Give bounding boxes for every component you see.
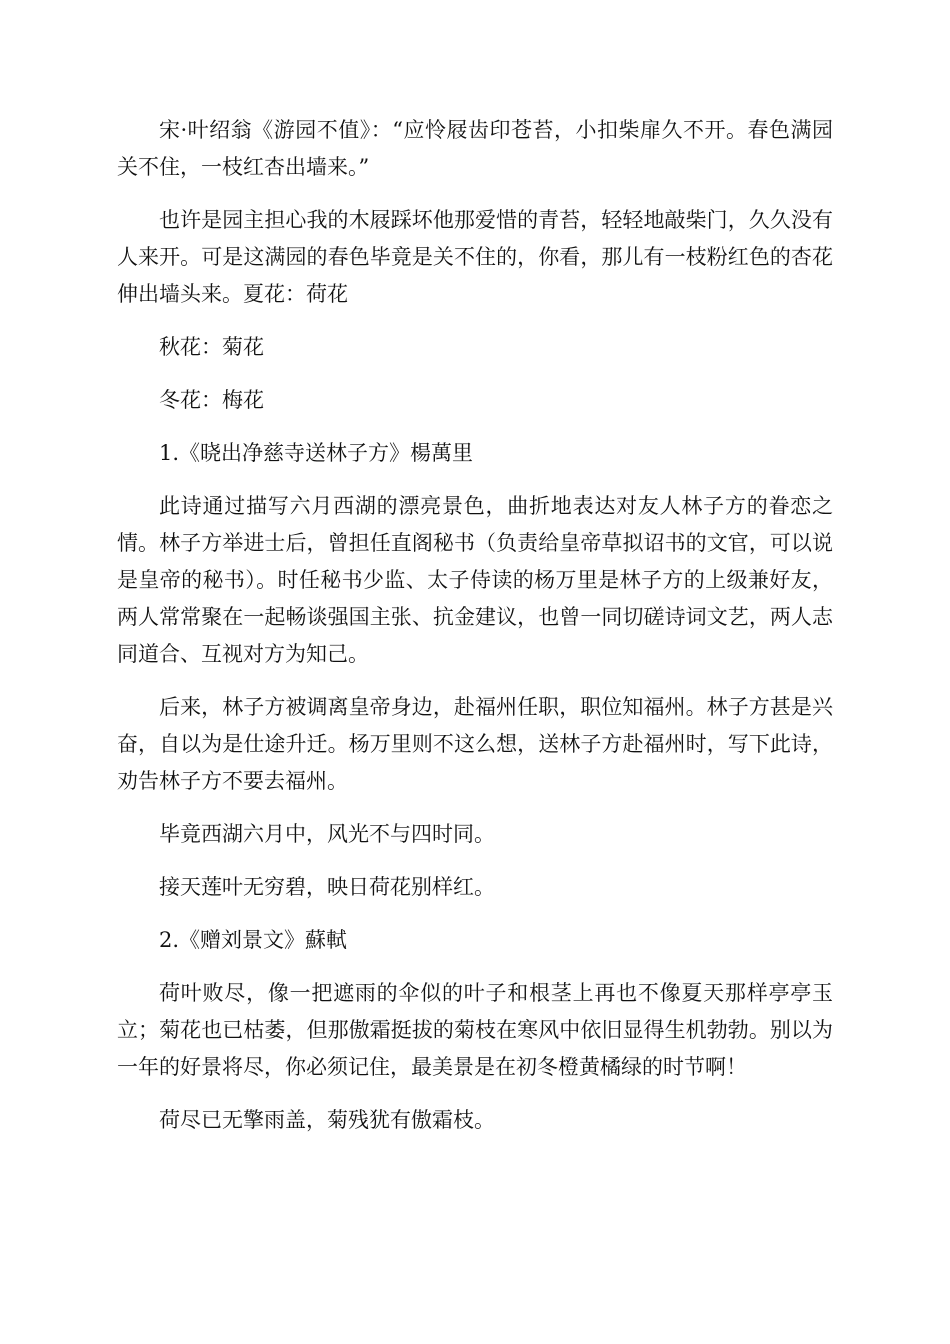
paragraph-poem-1-context: 后来，林子方被调离皇帝身边，赴福州任职，职位知福州。林子方甚是兴奋，自以为是仕途升迁。杨万里则不这么想，送林子方赴福州时，写下此诗，劝告林子方不要去福州。 <box>117 695 833 793</box>
poem-1-line-1: 毕竟西湖六月中，风光不与四时同。 <box>159 822 495 846</box>
poem-1-line-2: 接天莲叶无穷碧，映日荷花别样红。 <box>159 875 495 899</box>
paragraph-poem-2-explanation: 荷叶败尽，像一把遮雨的伞似的叶子和根茎上再也不像夏天那样亭亭玉立；菊花也已枯萎，但那傲霜挺拔的菊枝在寒风中依旧显得生机勃勃。别以为一年的好景将尽，你必须记住，最美景是在初冬橙黄橘绿的时节啊！ <box>117 981 833 1079</box>
paragraph-winter-flower: 冬花：梅花 <box>159 388 264 412</box>
heading-poem-1: 1.《晓出净慈寺送林子方》楊萬里 <box>159 441 474 465</box>
poem-2-line-1: 荷尽已无擎雨盖，菊残犹有傲霜枝。 <box>159 1108 495 1132</box>
paragraph-poem-explanation: 也许是园主担心我的木屐踩坏他那爱惜的青苔，轻轻地敲柴门，久久没有人来开。可是这满园的春色毕竟是关不住的，你看，那儿有一枝粉红色的杏花伸出墙头来。夏花：荷花 <box>117 208 833 306</box>
heading-poem-2: 2.《赠刘景文》蘇軾 <box>159 928 348 952</box>
document-page <box>117 112 833 1155</box>
paragraph-poem-1-background: 此诗通过描写六月西湖的漂亮景色，曲折地表达对友人林子方的眷恋之情。林子方举进士后，曾担任直阁秘书（负责给皇帝草拟诏书的文官，可以说是皇帝的秘书）。时任秘书少监、太子侍读的杨万里是林子方的上级兼好友，两人常常聚在一起畅谈强国主张、抗金建议，也曾一同切磋诗词文艺，两人志同道合、互视对方为知己。 <box>117 494 833 666</box>
paragraph-autumn-flower: 秋花：菊花 <box>159 335 264 359</box>
paragraph-poem-quote: 宋·叶绍翁《游园不值》：“应怜屐齿印苍苔，小扣柴扉久不开。春色满园关不住，一枝红杏出墙来。” <box>117 118 833 179</box>
